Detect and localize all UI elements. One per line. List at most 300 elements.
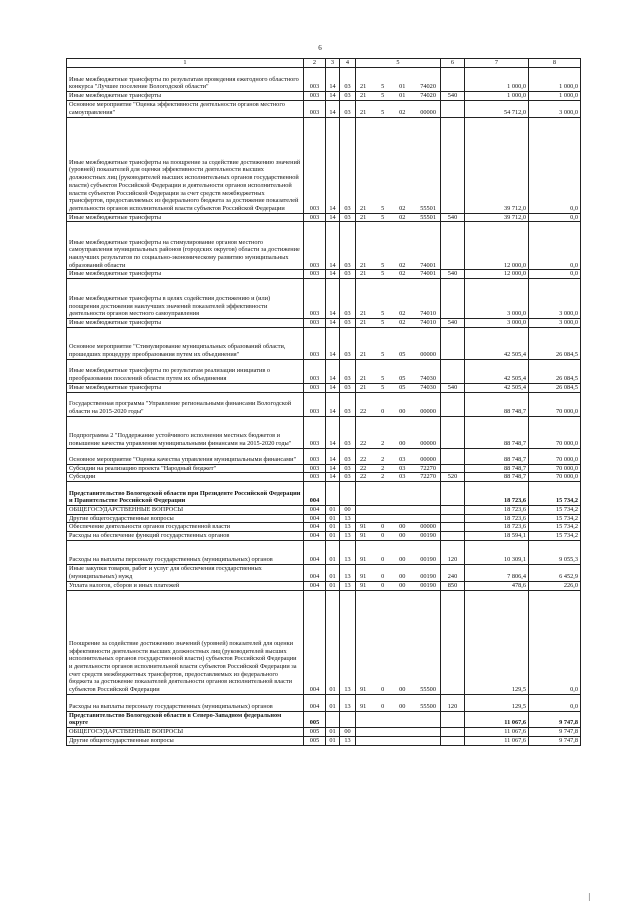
row-amount-col7-cell: 12 000,0 bbox=[465, 270, 529, 279]
target-article-part: 5 bbox=[381, 205, 385, 212]
row-name-cell: Уплата налогов, сборов и иных платежей bbox=[67, 581, 304, 590]
row-amount-col7-cell: 10 309,1 bbox=[465, 540, 529, 564]
row-amount-col8-cell: 70 000,0 bbox=[529, 416, 581, 448]
row-amount-col7-cell: 7 806,4 bbox=[465, 564, 529, 581]
target-article-part: 91 bbox=[360, 556, 367, 564]
target-article-part: 55501 bbox=[420, 205, 436, 212]
row-target-article-cell bbox=[356, 416, 441, 448]
row-amount-col8-cell: 15 734,2 bbox=[529, 514, 581, 523]
row-subsection-cell: 03 bbox=[340, 327, 356, 359]
target-article-part: 91 bbox=[360, 523, 367, 531]
target-article-part: 21 bbox=[360, 310, 367, 318]
target-article-part: 21 bbox=[360, 375, 367, 383]
row-amount-col7-cell: 42 505,4 bbox=[465, 359, 529, 383]
row-amount-col7-cell: 18 723,6 bbox=[465, 514, 529, 523]
target-article-part: 91 bbox=[360, 686, 367, 694]
table-row bbox=[67, 68, 581, 92]
target-article-part: 00000 bbox=[420, 455, 436, 463]
row-subsection-cell: 03 bbox=[340, 270, 356, 279]
target-article-part: 01 bbox=[399, 92, 406, 99]
header-cell: 6 bbox=[441, 59, 465, 68]
row-name-cell: Подпрограмма 2 "Поддержание устойчивого исполнения местных бюджетов и повышение качества управления муниципальными финансами на 2015-2020 годы" bbox=[67, 416, 304, 448]
row-target-article-cell bbox=[356, 359, 441, 383]
target-article-part: 00190 bbox=[420, 556, 436, 564]
row-section-cell: 01 bbox=[326, 523, 340, 532]
row-name-cell: Другие общегосударственные вопросы bbox=[67, 514, 304, 523]
row-expense-type-cell bbox=[441, 523, 465, 532]
target-article-part: 91 bbox=[360, 573, 367, 581]
row-amount-col8-cell: 9 055,3 bbox=[529, 540, 581, 564]
row-amount-col7-cell: 11 067,6 bbox=[465, 711, 529, 727]
target-article-part: 02 bbox=[399, 205, 406, 212]
row-subsection-cell: 03 bbox=[340, 464, 356, 473]
row-expense-type-cell: 240 bbox=[441, 564, 465, 581]
table-row bbox=[67, 448, 581, 464]
row-target-article-cell bbox=[356, 279, 441, 319]
target-article-part: 00 bbox=[399, 573, 406, 581]
target-article-part: 21 bbox=[360, 92, 367, 99]
target-article-part: 02 bbox=[399, 213, 406, 221]
target-article-part: 5 bbox=[381, 83, 385, 91]
row-admin-code-cell: 003 bbox=[304, 279, 326, 319]
row-target-article-cell bbox=[356, 540, 441, 564]
table-row bbox=[67, 213, 581, 222]
row-subsection-cell: 13 bbox=[340, 514, 356, 523]
row-admin-code-cell: 005 bbox=[304, 728, 326, 737]
row-expense-type-cell: 120 bbox=[441, 540, 465, 564]
row-name-cell: Иные межбюджетные трансферты по результатам реализации инициатив о преобразовании поселений области путем их объединения bbox=[67, 359, 304, 383]
target-article-part: 91 bbox=[360, 582, 367, 590]
table-row bbox=[67, 222, 581, 270]
row-amount-col8-cell: 3 000,0 bbox=[529, 100, 581, 117]
table-row bbox=[67, 481, 581, 505]
table-row bbox=[67, 473, 581, 482]
header-cell: 8 bbox=[529, 59, 581, 68]
row-target-article-cell bbox=[356, 523, 441, 532]
target-article-part: 5 bbox=[381, 310, 385, 318]
row-name-cell: Иные межбюджетные трансферты bbox=[67, 213, 304, 222]
target-article-part: 05 bbox=[399, 351, 406, 359]
row-expense-type-cell bbox=[441, 728, 465, 737]
target-article-part: 5 bbox=[381, 92, 385, 99]
target-article-part: 21 bbox=[360, 213, 367, 221]
target-article-part: 74030 bbox=[420, 383, 436, 391]
row-name-cell: Иные межбюджетные трансферты на стимулирование органов местного самоуправления муниципальных районов (городских округов) области за достижение наилучших результатов по социально-экономическому развитию муниципальных образований области bbox=[67, 222, 304, 270]
header-cell: 5 bbox=[356, 59, 441, 68]
row-amount-col7-cell: 18 723,6 bbox=[465, 505, 529, 514]
target-article-part: 05 bbox=[399, 383, 406, 391]
row-subsection-cell: 03 bbox=[340, 222, 356, 270]
row-section-cell: 14 bbox=[326, 100, 340, 117]
row-expense-type-cell bbox=[441, 590, 465, 694]
row-target-article-cell bbox=[356, 319, 441, 328]
row-admin-code-cell: 003 bbox=[304, 100, 326, 117]
row-expense-type-cell bbox=[441, 359, 465, 383]
row-admin-code-cell: 003 bbox=[304, 416, 326, 448]
row-amount-col7-cell: 88 748,7 bbox=[465, 416, 529, 448]
target-article-part: 2 bbox=[381, 464, 385, 472]
row-expense-type-cell: 540 bbox=[441, 383, 465, 392]
row-subsection-cell: 03 bbox=[340, 416, 356, 448]
row-section-cell: 01 bbox=[326, 505, 340, 514]
row-expense-type-cell bbox=[441, 222, 465, 270]
target-article-part: 5 bbox=[381, 375, 385, 383]
row-name-cell: Обеспечение деятельности органов государственной власти bbox=[67, 523, 304, 532]
table-row bbox=[67, 359, 581, 383]
row-target-article-cell bbox=[356, 100, 441, 117]
row-section-cell: 14 bbox=[326, 392, 340, 416]
row-section-cell: 14 bbox=[326, 473, 340, 482]
row-amount-col8-cell: 9 747,8 bbox=[529, 728, 581, 737]
row-amount-col7-cell: 12 000,0 bbox=[465, 222, 529, 270]
row-target-article-cell bbox=[356, 590, 441, 694]
row-subsection-cell: 13 bbox=[340, 532, 356, 541]
row-target-article-cell bbox=[356, 581, 441, 590]
row-subsection-cell: 03 bbox=[340, 448, 356, 464]
row-amount-col7-cell: 11 067,6 bbox=[465, 728, 529, 737]
row-admin-code-cell: 003 bbox=[304, 270, 326, 279]
target-article-part: 05 bbox=[399, 375, 406, 383]
row-amount-col7-cell: 3 000,0 bbox=[465, 319, 529, 328]
target-article-part: 22 bbox=[360, 407, 367, 415]
row-subsection-cell: 03 bbox=[340, 68, 356, 92]
page-number: 6 bbox=[318, 44, 322, 52]
target-article-part: 55500 bbox=[420, 686, 436, 694]
row-amount-col8-cell: 70 000,0 bbox=[529, 473, 581, 482]
target-article-part: 03 bbox=[399, 464, 406, 472]
row-name-cell: Представительство Вологодской области при Президенте Российской Федерации и Правительстве Российской Федерации bbox=[67, 481, 304, 505]
row-name-cell: Представительство Вологодской области в Северо-Западном федеральном округе bbox=[67, 711, 304, 727]
row-amount-col8-cell: 26 084,5 bbox=[529, 359, 581, 383]
row-subsection-cell: 03 bbox=[340, 359, 356, 383]
target-article-part: 0 bbox=[381, 573, 385, 581]
target-article-part: 0 bbox=[381, 703, 385, 711]
row-amount-col8-cell: 0,0 bbox=[529, 590, 581, 694]
target-article-part: 0 bbox=[381, 523, 385, 531]
target-article-part: 5 bbox=[381, 319, 385, 327]
row-amount-col8-cell: 70 000,0 bbox=[529, 392, 581, 416]
row-expense-type-cell: 520 bbox=[441, 473, 465, 482]
target-article-part: 5 bbox=[381, 213, 385, 221]
row-amount-col8-cell: 26 084,5 bbox=[529, 327, 581, 359]
row-target-article-cell bbox=[356, 532, 441, 541]
target-article-part: 21 bbox=[360, 83, 367, 91]
row-amount-col7-cell: 54 712,0 bbox=[465, 100, 529, 117]
target-article-part: 21 bbox=[360, 270, 367, 278]
table-row bbox=[67, 100, 581, 117]
target-article-part: 00000 bbox=[420, 439, 436, 447]
row-amount-col7-cell: 11 067,6 bbox=[465, 736, 529, 745]
row-admin-code-cell: 003 bbox=[304, 68, 326, 92]
row-amount-col7-cell: 42 505,4 bbox=[465, 327, 529, 359]
target-article-part: 22 bbox=[360, 473, 367, 481]
row-name-cell: Иные межбюджетные трансферты bbox=[67, 319, 304, 328]
row-section-cell: 14 bbox=[326, 213, 340, 222]
target-article-part: 0 bbox=[381, 407, 385, 415]
row-target-article-cell bbox=[356, 514, 441, 523]
row-target-article-cell bbox=[356, 392, 441, 416]
row-amount-col8-cell: 3 000,0 bbox=[529, 279, 581, 319]
target-article-part: 5 bbox=[381, 261, 385, 269]
row-admin-code-cell: 003 bbox=[304, 327, 326, 359]
row-expense-type-cell: 850 bbox=[441, 581, 465, 590]
row-amount-col7-cell: 39 712,0 bbox=[465, 213, 529, 222]
table-row bbox=[67, 319, 581, 328]
row-amount-col7-cell: 18 723,6 bbox=[465, 523, 529, 532]
row-amount-col8-cell: 0,0 bbox=[529, 694, 581, 711]
row-subsection-cell: 13 bbox=[340, 581, 356, 590]
target-article-part: 72270 bbox=[420, 464, 436, 472]
row-target-article-cell bbox=[356, 736, 441, 745]
target-article-part: 00 bbox=[399, 532, 406, 540]
row-subsection-cell: 03 bbox=[340, 100, 356, 117]
table-row bbox=[67, 464, 581, 473]
row-expense-type-cell bbox=[441, 279, 465, 319]
row-amount-col8-cell: 26 084,5 bbox=[529, 383, 581, 392]
row-admin-code-cell: 004 bbox=[304, 694, 326, 711]
target-article-part: 91 bbox=[360, 532, 367, 540]
table-row bbox=[67, 279, 581, 319]
row-name-cell: Расходы на выплаты персоналу государственных (муниципальных) органов bbox=[67, 540, 304, 564]
target-article-part: 21 bbox=[360, 109, 367, 116]
row-amount-col7-cell: 88 748,7 bbox=[465, 464, 529, 473]
row-admin-code-cell: 004 bbox=[304, 540, 326, 564]
row-section-cell bbox=[326, 481, 340, 505]
target-article-part: 02 bbox=[399, 109, 406, 116]
table-row bbox=[67, 270, 581, 279]
row-expense-type-cell bbox=[441, 392, 465, 416]
target-article-part: 00 bbox=[399, 439, 406, 447]
target-article-part: 5 bbox=[381, 351, 385, 359]
row-name-cell: Иные межбюджетные трансферты bbox=[67, 92, 304, 101]
target-article-part: 2 bbox=[381, 439, 385, 447]
row-target-article-cell bbox=[356, 473, 441, 482]
target-article-part: 00 bbox=[399, 523, 406, 531]
target-article-part: 00 bbox=[399, 703, 406, 711]
row-amount-col8-cell: 9 747,8 bbox=[529, 736, 581, 745]
target-article-part: 0 bbox=[381, 582, 385, 590]
row-admin-code-cell: 004 bbox=[304, 532, 326, 541]
row-amount-col8-cell: 15 734,2 bbox=[529, 532, 581, 541]
row-section-cell: 01 bbox=[326, 514, 340, 523]
row-subsection-cell bbox=[340, 711, 356, 727]
row-amount-col7-cell: 3 000,0 bbox=[465, 279, 529, 319]
row-section-cell: 14 bbox=[326, 117, 340, 213]
row-expense-type-cell bbox=[441, 117, 465, 213]
row-name-cell: ОБЩЕГОСУДАРСТВЕННЫЕ ВОПРОСЫ bbox=[67, 728, 304, 737]
row-target-article-cell bbox=[356, 327, 441, 359]
row-target-article-cell bbox=[356, 92, 441, 101]
table-row bbox=[67, 590, 581, 694]
row-section-cell: 01 bbox=[326, 564, 340, 581]
row-target-article-cell bbox=[356, 222, 441, 270]
target-article-part: 2 bbox=[381, 473, 385, 481]
table-row bbox=[67, 514, 581, 523]
row-amount-col7-cell: 88 748,7 bbox=[465, 473, 529, 482]
row-amount-col8-cell: 15 734,2 bbox=[529, 523, 581, 532]
row-amount-col7-cell: 18 594,1 bbox=[465, 532, 529, 541]
target-article-part: 00190 bbox=[420, 582, 436, 590]
row-section-cell: 14 bbox=[326, 416, 340, 448]
row-amount-col8-cell: 1 000,0 bbox=[529, 92, 581, 101]
row-admin-code-cell: 003 bbox=[304, 464, 326, 473]
row-name-cell: Иные межбюджетные трансферты bbox=[67, 270, 304, 279]
row-amount-col8-cell: 0,0 bbox=[529, 270, 581, 279]
target-article-part: 00 bbox=[399, 407, 406, 415]
row-target-article-cell bbox=[356, 270, 441, 279]
row-expense-type-cell bbox=[441, 514, 465, 523]
row-admin-code-cell: 003 bbox=[304, 359, 326, 383]
row-name-cell: Государственная программа "Управление региональными финансами Вологодской области на 2015-2020 годы" bbox=[67, 392, 304, 416]
target-article-part: 00 bbox=[399, 582, 406, 590]
row-section-cell: 14 bbox=[326, 464, 340, 473]
target-article-part: 00000 bbox=[420, 109, 436, 116]
table-row bbox=[67, 540, 581, 564]
row-section-cell: 01 bbox=[326, 590, 340, 694]
target-article-part: 74001 bbox=[420, 261, 436, 269]
row-admin-code-cell: 003 bbox=[304, 473, 326, 482]
row-admin-code-cell: 003 bbox=[304, 383, 326, 392]
table-row bbox=[67, 92, 581, 101]
target-article-part: 74020 bbox=[420, 92, 436, 99]
row-target-article-cell bbox=[356, 564, 441, 581]
row-name-cell: Иные межбюджетные трансферты bbox=[67, 383, 304, 392]
row-name-cell: Основное мероприятие "Оценка эффективности деятельности органов местного самоуправления" bbox=[67, 100, 304, 117]
row-expense-type-cell bbox=[441, 532, 465, 541]
row-admin-code-cell: 004 bbox=[304, 564, 326, 581]
table-row bbox=[67, 523, 581, 532]
target-article-part: 21 bbox=[360, 205, 367, 212]
row-amount-col8-cell: 6 452,9 bbox=[529, 564, 581, 581]
target-article-part: 74010 bbox=[420, 319, 436, 327]
row-admin-code-cell: 004 bbox=[304, 590, 326, 694]
table-row bbox=[67, 505, 581, 514]
row-expense-type-cell: 540 bbox=[441, 92, 465, 101]
row-admin-code-cell: 004 bbox=[304, 514, 326, 523]
table-row bbox=[67, 711, 581, 727]
table-row bbox=[67, 383, 581, 392]
row-amount-col8-cell: 0,0 bbox=[529, 213, 581, 222]
header-cell: 1 bbox=[67, 59, 304, 68]
target-article-part: 00000 bbox=[420, 523, 436, 531]
row-section-cell: 01 bbox=[326, 694, 340, 711]
row-expense-type-cell bbox=[441, 481, 465, 505]
row-amount-col7-cell: 42 505,4 bbox=[465, 383, 529, 392]
row-amount-col8-cell: 9 747,8 bbox=[529, 711, 581, 727]
target-article-part: 72270 bbox=[420, 473, 436, 481]
row-expense-type-cell: 540 bbox=[441, 213, 465, 222]
row-amount-col8-cell: 15 734,2 bbox=[529, 505, 581, 514]
row-amount-col8-cell: 0,0 bbox=[529, 117, 581, 213]
row-target-article-cell bbox=[356, 728, 441, 737]
row-target-article-cell bbox=[356, 68, 441, 92]
row-admin-code-cell: 004 bbox=[304, 505, 326, 514]
row-target-article-cell bbox=[356, 117, 441, 213]
row-admin-code-cell: 003 bbox=[304, 319, 326, 328]
table-row bbox=[67, 728, 581, 737]
row-admin-code-cell: 003 bbox=[304, 392, 326, 416]
row-subsection-cell: 03 bbox=[340, 92, 356, 101]
row-expense-type-cell bbox=[441, 416, 465, 448]
row-section-cell: 14 bbox=[326, 279, 340, 319]
target-article-part: 55501 bbox=[420, 213, 436, 221]
row-subsection-cell: 03 bbox=[340, 213, 356, 222]
row-name-cell: Иные межбюджетные трансферты по результатам проведения ежегодного областного конкурса "Лучшее поселение Вологодской области" bbox=[67, 68, 304, 92]
target-article-part: 22 bbox=[360, 439, 367, 447]
row-name-cell: Основное мероприятие "Оценка качества управления муниципальными финансами" bbox=[67, 448, 304, 464]
row-expense-type-cell bbox=[441, 464, 465, 473]
target-article-part: 03 bbox=[399, 455, 406, 463]
row-amount-col7-cell: 129,5 bbox=[465, 694, 529, 711]
row-section-cell: 14 bbox=[326, 270, 340, 279]
row-section-cell: 14 bbox=[326, 383, 340, 392]
target-article-part: 0 bbox=[381, 686, 385, 694]
row-admin-code-cell: 003 bbox=[304, 213, 326, 222]
row-subsection-cell: 00 bbox=[340, 505, 356, 514]
target-article-part: 00 bbox=[399, 556, 406, 564]
target-article-part: 22 bbox=[360, 455, 367, 463]
row-subsection-cell: 13 bbox=[340, 523, 356, 532]
row-amount-col8-cell: 226,0 bbox=[529, 581, 581, 590]
row-subsection-cell: 13 bbox=[340, 694, 356, 711]
row-amount-col8-cell: 1 000,0 bbox=[529, 68, 581, 92]
row-expense-type-cell bbox=[441, 327, 465, 359]
target-article-part: 00190 bbox=[420, 573, 436, 581]
row-amount-col8-cell: 0,0 bbox=[529, 222, 581, 270]
target-article-part: 5 bbox=[381, 109, 385, 116]
row-amount-col7-cell: 39 712,0 bbox=[465, 117, 529, 213]
row-expense-type-cell bbox=[441, 448, 465, 464]
row-amount-col7-cell: 129,5 bbox=[465, 590, 529, 694]
row-subsection-cell: 03 bbox=[340, 279, 356, 319]
row-section-cell: 01 bbox=[326, 736, 340, 745]
target-article-part: 21 bbox=[360, 261, 367, 269]
row-amount-col7-cell: 1 000,0 bbox=[465, 92, 529, 101]
header-cell: 4 bbox=[340, 59, 356, 68]
row-name-cell: Основное мероприятие "Стимулирование муниципальных образований области, прошедших процедуру преобразования путем их объединения" bbox=[67, 327, 304, 359]
table-row bbox=[67, 416, 581, 448]
table-row bbox=[67, 736, 581, 745]
target-article-part: 03 bbox=[399, 473, 406, 481]
target-article-part: 00 bbox=[399, 686, 406, 694]
target-article-part: 2 bbox=[381, 455, 385, 463]
row-expense-type-cell: 120 bbox=[441, 694, 465, 711]
row-expense-type-cell bbox=[441, 68, 465, 92]
row-name-cell: Субсидии bbox=[67, 473, 304, 482]
row-subsection-cell: 00 bbox=[340, 728, 356, 737]
target-article-part: 91 bbox=[360, 703, 367, 711]
row-target-article-cell bbox=[356, 464, 441, 473]
target-article-part: 74020 bbox=[420, 83, 436, 91]
row-expense-type-cell bbox=[441, 711, 465, 727]
row-target-article-cell bbox=[356, 213, 441, 222]
row-subsection-cell: 03 bbox=[340, 383, 356, 392]
row-subsection-cell: 03 bbox=[340, 473, 356, 482]
budget-table bbox=[66, 58, 581, 746]
target-article-part: 02 bbox=[399, 270, 406, 278]
row-amount-col8-cell: 15 734,2 bbox=[529, 481, 581, 505]
row-target-article-cell bbox=[356, 448, 441, 464]
target-article-part: 02 bbox=[399, 319, 406, 327]
row-admin-code-cell: 005 bbox=[304, 711, 326, 727]
target-article-part: 5 bbox=[381, 383, 385, 391]
row-subsection-cell: 13 bbox=[340, 564, 356, 581]
target-article-part: 74010 bbox=[420, 310, 436, 318]
row-subsection-cell: 03 bbox=[340, 117, 356, 213]
row-target-article-cell bbox=[356, 694, 441, 711]
row-target-article-cell bbox=[356, 711, 441, 727]
row-expense-type-cell: 540 bbox=[441, 270, 465, 279]
